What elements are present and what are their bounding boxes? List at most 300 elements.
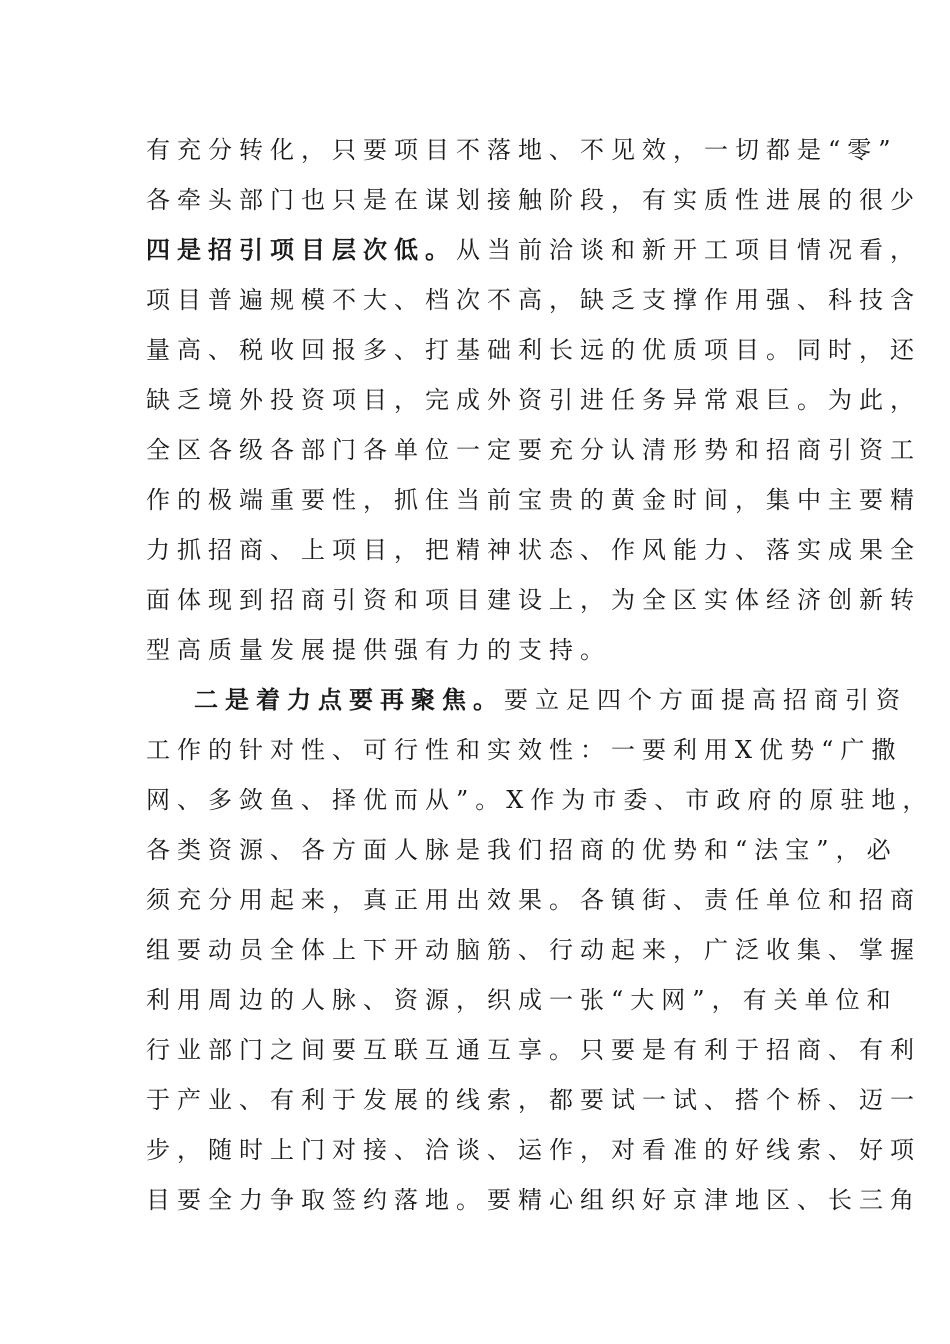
text-char: 可: [363, 736, 394, 764]
text-char: 遍: [239, 286, 270, 314]
text-char: 此: [859, 386, 890, 414]
text-char: 一: [704, 136, 735, 164]
text-char: 缺: [146, 386, 177, 414]
text-char: 优: [759, 736, 791, 764]
text-char: 项: [704, 336, 735, 364]
bold-heading-char: 是: [177, 235, 208, 264]
text-char: 从: [425, 786, 456, 814]
text-char: 大: [630, 986, 662, 1014]
text-char: 把: [425, 536, 456, 564]
text-char: 于: [332, 1086, 363, 1114]
text-char: 。: [797, 386, 828, 414]
text-char: 远: [580, 336, 611, 364]
text-char: 有: [673, 1036, 704, 1064]
text-char: 乏: [611, 286, 642, 314]
text-line: [146, 775, 934, 825]
text-char: 要: [363, 136, 394, 164]
text-char: 撑: [673, 286, 704, 314]
text-char: 为: [561, 786, 593, 814]
text-line: [146, 575, 921, 625]
text-char: 效: [518, 736, 549, 764]
text-char: 门: [332, 436, 363, 464]
text-line: [146, 125, 898, 175]
text-char: 掌: [859, 936, 890, 964]
text-char: 单: [766, 886, 797, 914]
text-char: 同: [797, 336, 828, 364]
text-char: 、: [394, 1136, 425, 1164]
text-line: [146, 725, 903, 775]
text-char: 性: [332, 486, 363, 514]
text-char: “: [828, 136, 848, 164]
text-char: 地: [425, 1186, 456, 1214]
text-char: 于: [146, 1086, 177, 1114]
text-char: 对: [611, 1136, 642, 1164]
text-char: 组: [146, 936, 177, 964]
text-char: 开: [673, 236, 704, 264]
text-char: 充: [549, 436, 580, 464]
text-char: 支: [642, 286, 673, 314]
text-char: 接: [487, 186, 518, 214]
text-char: 、: [797, 286, 828, 314]
text-char: 网: [661, 986, 693, 1014]
text-char: 、: [177, 786, 208, 814]
text-char: 上: [549, 586, 580, 614]
text-char: 的: [487, 636, 518, 664]
text-char: 各: [363, 436, 394, 464]
text-char: 外: [239, 386, 270, 414]
text-char: ，: [301, 136, 332, 164]
text-char: 方: [332, 836, 363, 864]
text-char: 上: [332, 936, 363, 964]
text-char: 脉: [332, 986, 363, 1014]
text-char: 、: [673, 886, 704, 914]
text-char: 广: [704, 936, 735, 964]
bold-heading-char: 次: [363, 235, 394, 264]
text-char: 不: [580, 136, 611, 164]
text-char: 索: [797, 1136, 828, 1164]
text-char: 、: [487, 1136, 518, 1164]
text-char: 回: [301, 336, 332, 364]
text-line: [146, 225, 921, 275]
text-char: 而: [394, 786, 425, 814]
text-char: 有: [425, 636, 456, 664]
text-char: 资: [859, 436, 890, 464]
text-char: 现: [208, 586, 239, 614]
text-char: ，: [580, 1136, 611, 1164]
text-char: 和: [611, 236, 642, 264]
text-char: 提: [332, 636, 363, 664]
text-char: 在: [394, 186, 425, 214]
text-char: 贵: [549, 486, 580, 514]
text-char: 脑: [456, 936, 487, 964]
text-char: 档: [425, 286, 456, 314]
text-char: 面: [690, 686, 721, 714]
text-char: 项: [332, 386, 363, 414]
text-char: 一: [642, 1086, 673, 1114]
text-char: 常: [704, 386, 735, 414]
text-char: 利: [890, 1036, 921, 1064]
text-char: 握: [890, 936, 921, 964]
text-char: 府: [747, 786, 779, 814]
text-char: 于: [735, 1036, 766, 1064]
text-char: 街: [642, 886, 673, 914]
text-char: 是: [363, 186, 394, 214]
text-char: 作: [146, 486, 177, 514]
text-char: 正: [394, 886, 425, 914]
text-char: 要: [518, 436, 549, 464]
text-char: 端: [239, 486, 270, 514]
text-line: [146, 1075, 921, 1125]
text-char: 质: [704, 186, 735, 214]
text-char: 异: [673, 386, 704, 414]
text-char: 要: [611, 1036, 642, 1064]
text-char: 步: [146, 1136, 177, 1164]
text-char: 收: [270, 336, 301, 364]
text-char: 持: [549, 636, 580, 664]
text-char: 互: [363, 1036, 394, 1064]
text-char: 招: [549, 836, 580, 864]
text-char: 黄: [611, 486, 642, 514]
text-char: 引: [549, 386, 580, 414]
text-char: 要: [177, 936, 208, 964]
text-char: 务: [642, 386, 673, 414]
text-char: 类: [177, 836, 208, 864]
text-char: ，: [611, 186, 642, 214]
text-char: 源: [425, 986, 456, 1014]
text-char: 位: [835, 986, 867, 1014]
text-char: 势: [704, 436, 735, 464]
text-char: 动: [425, 936, 456, 964]
text-char: 都: [549, 1086, 580, 1114]
text-char: 有: [270, 1086, 301, 1114]
text-char: 长: [828, 1186, 859, 1214]
text-char: 投: [270, 386, 301, 414]
text-char: 谈: [456, 1136, 487, 1164]
text-char: ，: [394, 536, 425, 564]
text-char: 济: [797, 586, 828, 614]
text-char: 模: [301, 286, 332, 314]
text-char: 择: [332, 786, 363, 814]
bold-heading-char: 。: [425, 235, 456, 264]
text-char: 单: [394, 436, 425, 464]
text-char: 为: [611, 586, 642, 614]
text-char: 产: [177, 1086, 208, 1114]
text-char: 优: [642, 336, 673, 364]
text-char: 的: [611, 836, 642, 864]
bold-heading-char: 招: [208, 235, 239, 264]
text-char: 普: [208, 286, 239, 314]
text-char: 通: [456, 1036, 487, 1064]
text-char: 税: [239, 336, 270, 364]
text-char: 各: [208, 436, 239, 464]
text-char: 收: [766, 936, 797, 964]
text-char: 取: [301, 1186, 332, 1214]
text-char: 招: [783, 686, 814, 714]
text-char: 、: [332, 736, 363, 764]
text-char: ，: [902, 786, 934, 814]
text-char: 鱼: [270, 786, 301, 814]
text-char: 量: [239, 636, 270, 664]
text-char: 行: [394, 736, 425, 764]
text-char: ，: [580, 586, 611, 614]
text-char: 效: [487, 886, 518, 914]
text-char: 人: [301, 986, 332, 1014]
text-char: 出: [456, 886, 487, 914]
body-text: [146, 125, 934, 1225]
text-char: 商: [797, 1036, 828, 1064]
text-char: 要: [487, 1186, 518, 1214]
text-char: 各: [301, 836, 332, 864]
text-char: 资: [876, 686, 907, 714]
text-char: 分: [208, 136, 239, 164]
text-char: 一: [549, 986, 580, 1014]
text-char: 体: [301, 936, 332, 964]
text-char: 起: [611, 936, 642, 964]
text-char: 分: [580, 436, 611, 464]
text-char: 金: [642, 486, 673, 514]
text-char: 时: [828, 336, 859, 364]
text-char: ，: [673, 136, 704, 164]
text-char: 进: [580, 386, 611, 414]
text-char: 面: [363, 836, 394, 864]
text-char: 撒: [871, 736, 903, 764]
text-char: ，: [549, 286, 580, 314]
bold-heading-char: 二: [194, 685, 225, 714]
text-char: 体: [735, 586, 766, 614]
text-char: 有: [146, 136, 177, 164]
text-char: 真: [363, 886, 394, 914]
text-char: 单: [804, 986, 836, 1014]
text-char: 头: [208, 186, 239, 214]
text-char: 门: [239, 1036, 270, 1064]
text-char: 基: [456, 336, 487, 364]
text-char: 性: [549, 736, 580, 764]
text-char: 项: [735, 236, 766, 264]
text-char: 法: [754, 836, 786, 864]
text-char: 全: [146, 436, 177, 464]
text-char: 。: [456, 1186, 487, 1214]
text-char: 商: [580, 836, 611, 864]
text-char: 工: [704, 236, 735, 264]
text-char: 精: [456, 536, 487, 564]
text-char: 精: [518, 1186, 549, 1214]
text-char: 状: [518, 536, 549, 564]
text-char: 好: [735, 1136, 766, 1164]
text-char: 约: [363, 1186, 394, 1214]
text-char: 建: [487, 586, 518, 614]
text-char: 实: [797, 536, 828, 564]
text-char: 目: [766, 236, 797, 264]
text-char: 境: [208, 386, 239, 414]
text-char: 科: [828, 286, 859, 314]
text-char: 的: [580, 486, 611, 514]
text-char: 地: [518, 136, 549, 164]
text-char: 也: [301, 186, 332, 214]
text-char: 多: [363, 336, 394, 364]
text-char: 来: [301, 886, 332, 914]
text-char: 高: [177, 336, 208, 364]
text-char: 责: [704, 886, 735, 914]
text-char: 全: [208, 1186, 239, 1214]
text-char: 、: [270, 536, 301, 564]
text-char: 引: [828, 436, 859, 464]
text-char: 筋: [487, 936, 518, 964]
text-char: ：: [580, 736, 611, 764]
text-char: 神: [487, 536, 518, 564]
text-char: 和: [456, 736, 487, 764]
text-char: 成: [828, 536, 859, 564]
text-char: ，: [456, 986, 487, 1014]
text-char: 招: [766, 1036, 797, 1064]
text-char: “: [611, 986, 631, 1014]
text-char: 强: [766, 286, 797, 314]
text-char: 性: [425, 736, 456, 764]
text-char: “: [821, 736, 841, 764]
text-char: 发: [363, 1086, 394, 1114]
bold-heading-char: 是: [225, 685, 256, 714]
text-line: [146, 675, 907, 725]
text-char: 要: [580, 1086, 611, 1114]
text-char: 张: [580, 986, 611, 1014]
text-char: 还: [890, 336, 921, 364]
text-char: 、: [518, 936, 549, 964]
text-char: ”: [816, 836, 836, 864]
text-char: 形: [673, 436, 704, 464]
text-char: 都: [766, 136, 797, 164]
text-char: 效: [642, 136, 673, 164]
text-char: ，: [890, 236, 921, 264]
text-char: 作: [611, 536, 642, 564]
text-char: 我: [487, 836, 518, 864]
text-char: 政: [716, 786, 748, 814]
text-line: [146, 1175, 921, 1225]
text-char: 到: [239, 586, 270, 614]
text-char: 资: [208, 836, 239, 864]
text-char: 风: [642, 536, 673, 564]
text-char: 级: [239, 436, 270, 464]
text-char: 边: [239, 986, 270, 1014]
text-line: [146, 475, 921, 525]
text-char: 项: [394, 136, 425, 164]
text-char: 发: [270, 636, 301, 664]
text-char: 要: [332, 1036, 363, 1064]
text-char: 各: [146, 836, 177, 864]
text-char: 和: [866, 986, 898, 1014]
text-char: 势: [673, 836, 704, 864]
text-char: 力: [239, 1186, 270, 1214]
text-char: 谋: [425, 186, 456, 214]
text-char: 经: [766, 586, 797, 614]
text-char: 上: [301, 536, 332, 564]
text-char: 设: [518, 586, 549, 614]
text-char: 、: [654, 786, 686, 814]
text-char: 落: [766, 536, 797, 564]
text-char: 用: [704, 736, 735, 764]
text-char: 起: [270, 886, 301, 914]
text-char: ，: [711, 986, 743, 1014]
text-char: 一: [611, 736, 642, 764]
text-char: 次: [456, 286, 487, 314]
text-char: 很: [859, 186, 890, 214]
text-char: 上: [270, 1136, 301, 1164]
text-char: 利: [704, 1036, 735, 1064]
text-char: 高: [177, 636, 208, 664]
text-char: 各: [146, 186, 177, 214]
text-char: 工: [890, 436, 921, 464]
text-char: 项: [425, 586, 456, 614]
text-char: 行: [146, 1036, 177, 1064]
text-char: 实: [673, 186, 704, 214]
text-char: 四: [597, 686, 628, 714]
text-char: ，: [890, 386, 921, 414]
bold-heading-char: 。: [473, 685, 504, 714]
text-char: 索: [487, 1086, 518, 1114]
text-char: 况: [828, 236, 859, 264]
text-char: 触: [518, 186, 549, 214]
text-char: 切: [735, 136, 766, 164]
text-char: 精: [890, 486, 921, 514]
text-char: 利: [673, 736, 704, 764]
text-char: 、: [239, 1086, 270, 1114]
text-char: 任: [735, 886, 766, 914]
text-char: 动: [208, 936, 239, 964]
text-char: 作: [530, 786, 562, 814]
text-line: [146, 525, 921, 575]
text-char: 之: [270, 1036, 301, 1064]
text-char: 充: [177, 886, 208, 914]
text-char: 立: [535, 686, 566, 714]
text-char: 、: [270, 836, 301, 864]
text-char: 各: [270, 436, 301, 464]
text-char: 抓: [177, 536, 208, 564]
text-char: 洽: [549, 236, 580, 264]
text-char: 、: [549, 136, 580, 164]
text-char: 高: [752, 686, 783, 714]
text-char: “: [735, 836, 755, 864]
text-char: 作: [177, 736, 208, 764]
text-char: 高: [518, 286, 549, 314]
text-char: 外: [487, 386, 518, 414]
text-char: 创: [828, 586, 859, 614]
text-char: 的: [208, 736, 239, 764]
text-char: 地: [735, 1186, 766, 1214]
text-char: 成: [456, 386, 487, 414]
text-char: 划: [456, 186, 487, 214]
bold-heading-char: 着: [256, 685, 287, 714]
text-char: 和: [704, 836, 735, 864]
text-char: 面: [146, 586, 177, 614]
text-char: 化: [270, 136, 301, 164]
text-char: 要: [504, 686, 535, 714]
text-char: 供: [363, 636, 394, 664]
text-char: 资: [363, 586, 394, 614]
bold-heading-char: 项: [270, 235, 301, 264]
text-char: 足: [566, 686, 597, 714]
text-char: 桥: [797, 1086, 828, 1114]
text-char: 全: [890, 536, 921, 564]
text-char: 试: [611, 1086, 642, 1114]
text-char: 要: [177, 1186, 208, 1214]
text-line: [146, 825, 898, 875]
text-char: ，: [673, 936, 704, 964]
text-char: 的: [778, 786, 810, 814]
text-char: 清: [642, 436, 673, 464]
text-char: 。: [475, 786, 507, 814]
text-char: ，: [859, 336, 890, 364]
text-char: 优: [363, 786, 394, 814]
text-char: 用: [735, 286, 766, 314]
text-char: 资: [518, 386, 549, 414]
